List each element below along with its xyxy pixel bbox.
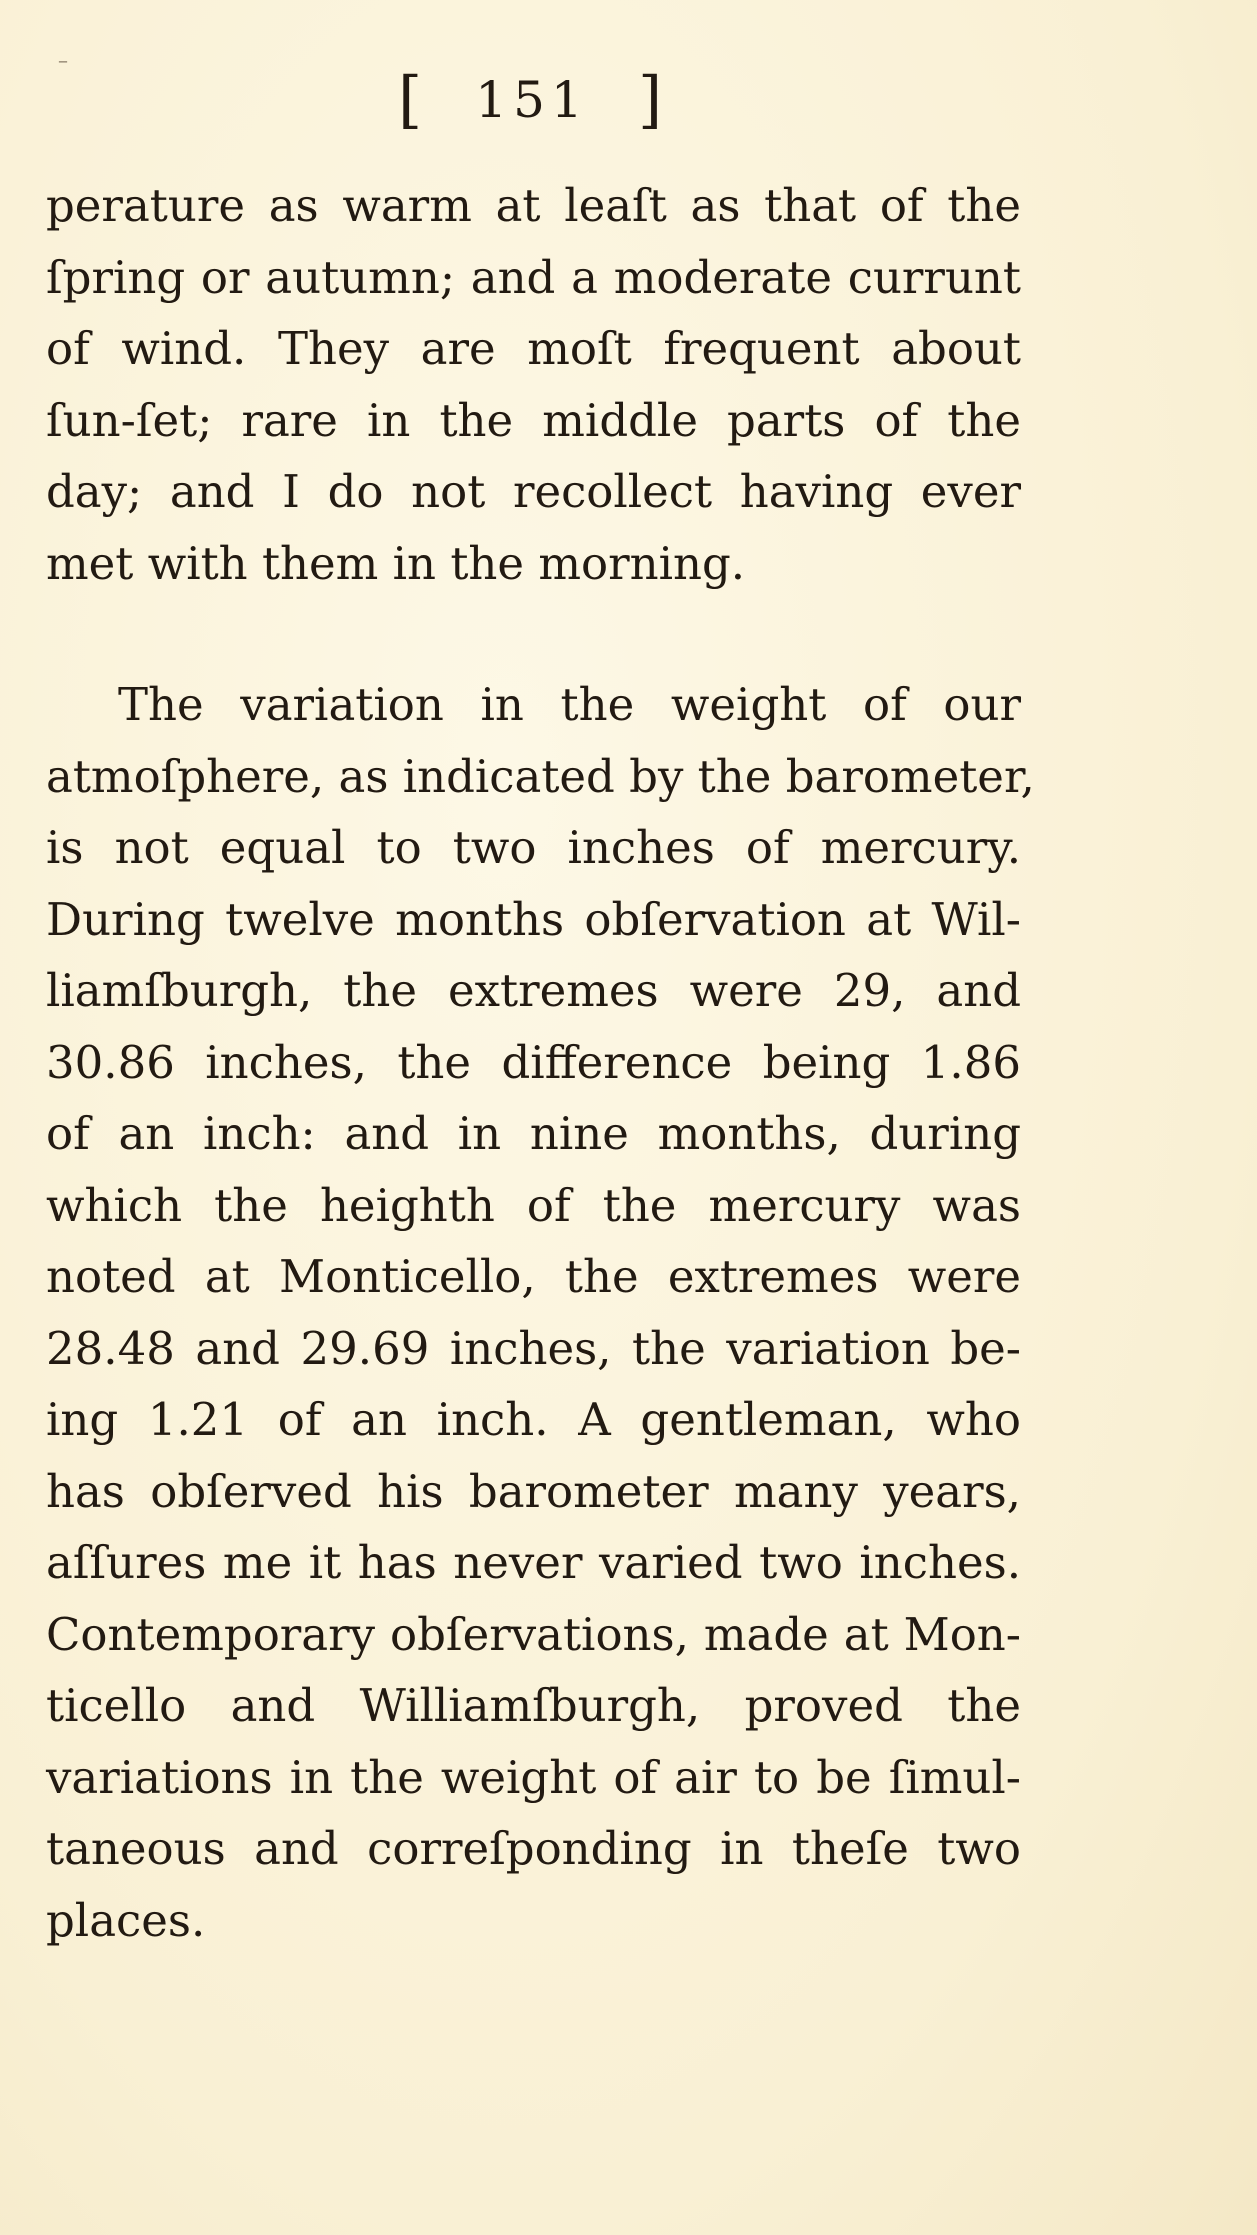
- text-line: which the heighth of the mercury was: [46, 1178, 1021, 1232]
- paragraph-gap: [46, 599, 1021, 669]
- body-text: [46, 170, 1035, 1956]
- text-line: 30.86 inches, the difference being 1.86: [46, 1035, 1021, 1089]
- text-line: perature as warm at leaſt as that of the: [46, 179, 1021, 232]
- text-line: 28.48 and 29.69 inches, the variation be-: [46, 1321, 1021, 1375]
- close-bracket: ]: [638, 63, 663, 136]
- text-line: During twelve months obſervation at Wil-: [46, 892, 1021, 946]
- text-line: day; and I do not recollect having ever: [46, 465, 1021, 518]
- text-line: variations in the weight of air to be ſimul-: [46, 1750, 1021, 1804]
- text-line: ing 1.21 of an inch. A gentleman, who: [46, 1393, 1021, 1446]
- text-line: of an inch: and in nine months, during: [46, 1107, 1021, 1160]
- text-line: ſpring or autumn; and a moderate currunt: [46, 250, 1021, 304]
- page-number: 151: [475, 71, 589, 129]
- page-header: [0, 60, 1257, 140]
- paragraph-2: [46, 669, 1035, 1956]
- text-line: of wind. They are moſt frequent about: [46, 322, 1021, 375]
- text-line: aſſures me it has never varied two inches.: [46, 1536, 1021, 1589]
- paragraph-1: [46, 170, 1021, 599]
- text-line: is not equal to two inches of mercury.: [46, 821, 1021, 874]
- text-line: noted at Monticello, the extremes were: [46, 1250, 1021, 1303]
- open-bracket: [: [398, 63, 423, 136]
- text-line: taneous and correſponding in theſe two: [46, 1822, 1021, 1875]
- text-line: atmoſphere, as indicated by the barometer,: [46, 749, 1035, 803]
- text-line: liamſburgh, the extremes were 29, and: [46, 964, 1021, 1017]
- text-line: met with them in the morning.: [46, 536, 746, 590]
- text-line: The variation in the weight of our: [118, 678, 1021, 731]
- text-line: ticello and Williamſburgh, proved the: [46, 1679, 1021, 1732]
- text-line: has obſerved his barometer many years,: [46, 1464, 1021, 1518]
- print-mark: –: [58, 48, 68, 72]
- text-line: places.: [46, 1893, 206, 1947]
- text-line: ſun-ſet; rare in the middle parts of the: [46, 393, 1021, 447]
- text-line: Contemporary obſervations, made at Mon-: [46, 1607, 1021, 1661]
